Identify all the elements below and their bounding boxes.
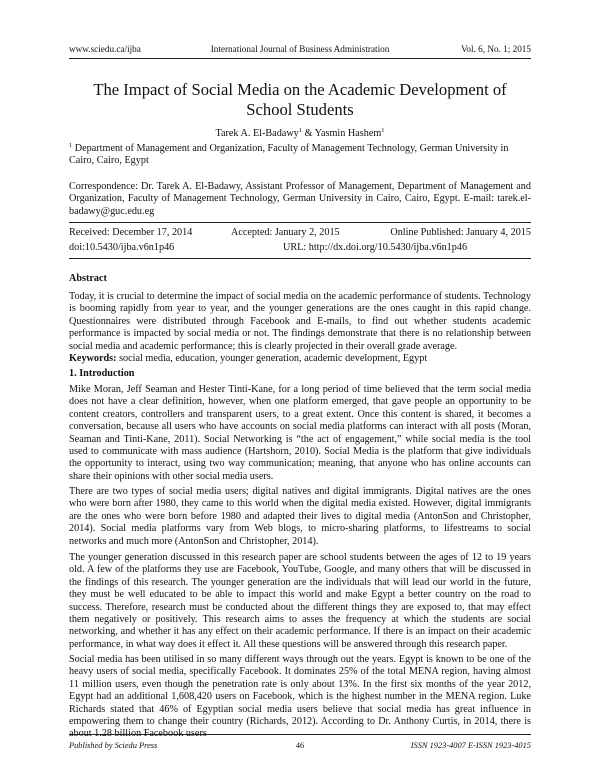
affiliation-mark: 1 — [69, 142, 73, 149]
doi[interactable]: doi:10.5430/ijba.v6n1p46 — [69, 242, 175, 253]
paragraph: Mike Moran, Jeff Seaman and Hester Tinti-Kane, for a long period of time believed that the term social media does not have a clear definition, however, when one platform emerged, that gave people an opportunity to be content creators, controllers and transparent users, to a great extent. Once this content is shared, it becomes a conversation, because all users who have accounts on social media platforms can interact with all posts (Moran, Seaman and Tinti-Kane, 2011). Social Networking is “the act of engagement,” while social media is the tool used to communicate with mass audience (Hartshorn, 2010). Social Media is the platform that give individuals the opportunity to interact, using two way communication; meaning, that anyone who has online accounts can share their opinions with other social media users. — [69, 384, 531, 482]
page-footer — [69, 741, 531, 753]
article-title: The Impact of Social Media on the Academic Development of School Students — [93, 80, 507, 119]
page-number: 46 — [295, 741, 305, 750]
running-header — [69, 44, 531, 58]
author-affiliation-mark: 1 — [298, 127, 303, 134]
accepted-date: Accepted: January 2, 2015 — [231, 227, 340, 238]
author-affiliation-mark: 1 — [381, 127, 385, 134]
author-name: Yasmin Hashem — [314, 128, 382, 139]
received-date: Received: December 17, 2014 — [69, 227, 193, 238]
journal-name: International Journal of Business Administration — [210, 44, 390, 54]
article-url[interactable]: URL: http://dx.doi.org/10.5430/ijba.v6n1p46 — [283, 242, 468, 253]
correspondence: Correspondence: Dr. Tarek A. El-Badawy, Assistant Professor of Management, Department of Management and Organization, Faculty of Management Technology, German University in Cairo, Cairo, Egypt. E-mail: tarek.el-badawy@guc.edu.eg — [69, 181, 531, 217]
footer-rule — [69, 734, 531, 735]
doi-row — [69, 242, 531, 255]
volume-info: Vol. 6, No. 1; 2015 — [460, 44, 531, 54]
dates-row — [69, 227, 531, 240]
abstract-heading: Abstract — [69, 273, 107, 284]
affiliation-text: Department of Management and Organization, Faculty of Management Technology, German University in Cairo, Cairo, Egypt — [69, 143, 509, 167]
keywords-list: social media, education, younger generation, academic development, Egypt — [116, 353, 428, 364]
affiliation — [69, 143, 531, 168]
published-date: Online Published: January 4, 2015 — [390, 227, 531, 238]
abstract-text: Today, it is crucial to determine the impact of social media on the academic performance of students. Technology is booming rapidly from year to year, and the younger generations are the ones caught in this rapid change. Questionnaires were distributed through Facebook and E-mails, to find out whether students academic performance is impacted by social media or not. The findings demonstrate that there is no relationship between social media and academic performance; this is clearly projected in their overall grade average. — [69, 291, 531, 352]
author-name: Tarek A. El-Badawy — [215, 128, 299, 139]
keywords-label: Keywords: — [69, 353, 117, 364]
paragraph: There are two types of social media users; digital natives and digital immigrants. Digital natives are the ones who were born after 1980, they came to this world when the digital media existed. However, digital immigrants are the ones who were born before 1980 and adapted their lives to digital media (AntonSon and Christopher, 2014). Social media platforms vary from Web blogs, to micro-sharing platforms, to lifestreams to social networks and much more (AntonSon and Christopher, 2014). — [69, 486, 531, 547]
header-rule — [69, 58, 531, 59]
author-line — [69, 128, 531, 139]
journal-website[interactable]: www.sciedu.ca/ijba — [69, 44, 141, 54]
section-heading: 1. Introduction — [69, 368, 135, 379]
paragraph: The younger generation discussed in this research paper are school students between the ages of 12 to 19 years old. A few of the platforms they use are Facebook, YouTube, Google, and many others that will be discussed in the findings of this research. The younger generation are the individuals that will lead our world in the future, they must be well educated to be able to impact this world and make Egypt a better country on the road to success. Therefore, research must be conducted about the different things they are exposed to, that may effect them negatively or positively. This research aims to asses the frequency at which the students are social networking, and whether it has any effect on their academic performance. If there is an impact on their academic performance, in what way does it effect it. All these questions will be answered through this research paper. — [69, 552, 531, 650]
publisher: Published by Sciedu Press — [69, 741, 158, 750]
dates-bottom-rule — [69, 258, 531, 259]
paragraph: Social media has been utilised in so many different ways through out the years. Egypt is known to be one of the heavy users of social media, specifically Facebook. It dominates 25% of the total MENA region, having almost 11 million users, even though the penetration rate is only about 13%. In the first six months of the year 2012, Egypt had an additional 1,608,420 users on Facebook, which is the highest number in the MENA region. Luke Richards stated that 46% of Egyptian social media users believe that social media has great influence in empowering them to change their country (Richards, 2012). According to Dr. Anthony Curtis, in 2014, there is about 1.28 billion Facebook users — [69, 654, 531, 740]
author-separator: & — [302, 128, 315, 139]
dates-top-rule — [69, 222, 531, 223]
issn: ISSN 1923-4007 E-ISSN 1923-4015 — [410, 741, 531, 750]
keywords — [69, 353, 531, 365]
